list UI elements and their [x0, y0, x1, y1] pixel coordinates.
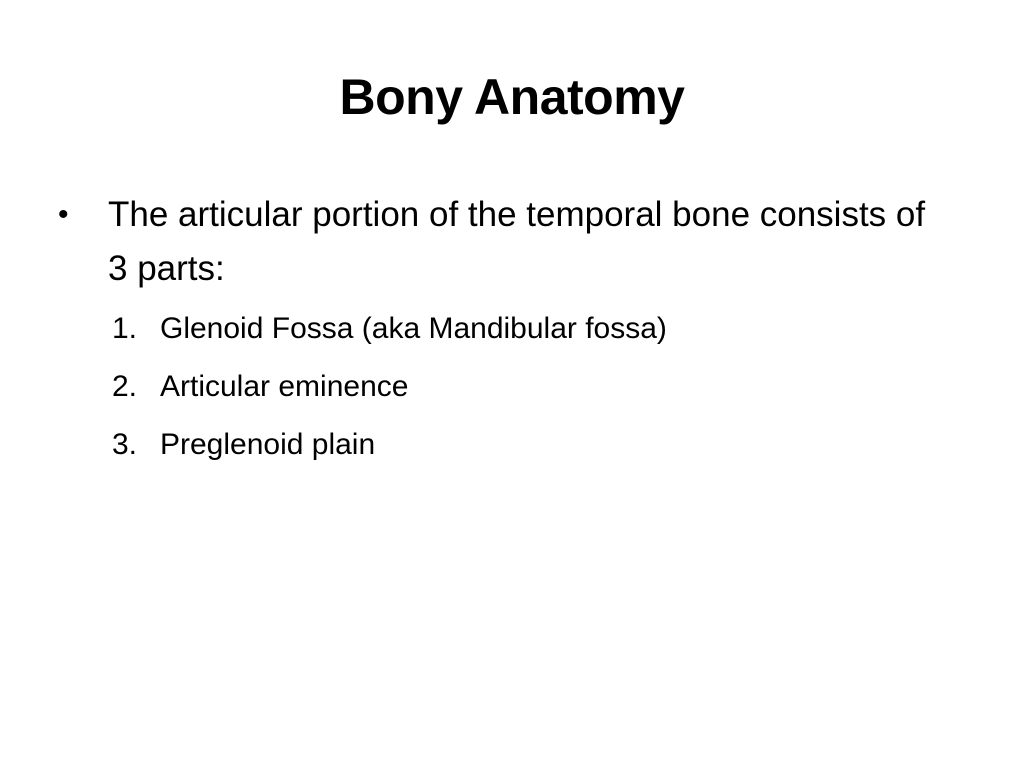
list-item: [112, 416, 912, 474]
list-item-number: 2.: [112, 370, 138, 403]
list-item-text: Preglenoid plain: [160, 428, 376, 461]
bullet-marker: •: [58, 198, 69, 231]
list-item-number: 1.: [112, 312, 138, 345]
bullet-text: The articular portion of the temporal bone consists of 3 parts:: [108, 195, 926, 288]
slide-title: Bony Anatomy: [339, 69, 685, 125]
list-item-number: 3.: [112, 428, 138, 461]
list-item-text: Glenoid Fossa (aka Mandibular fossa): [160, 312, 667, 345]
list-item: [112, 300, 912, 358]
numbered-list: [112, 300, 912, 474]
list-item: [112, 358, 912, 416]
list-item-text: Articular eminence: [160, 370, 409, 403]
